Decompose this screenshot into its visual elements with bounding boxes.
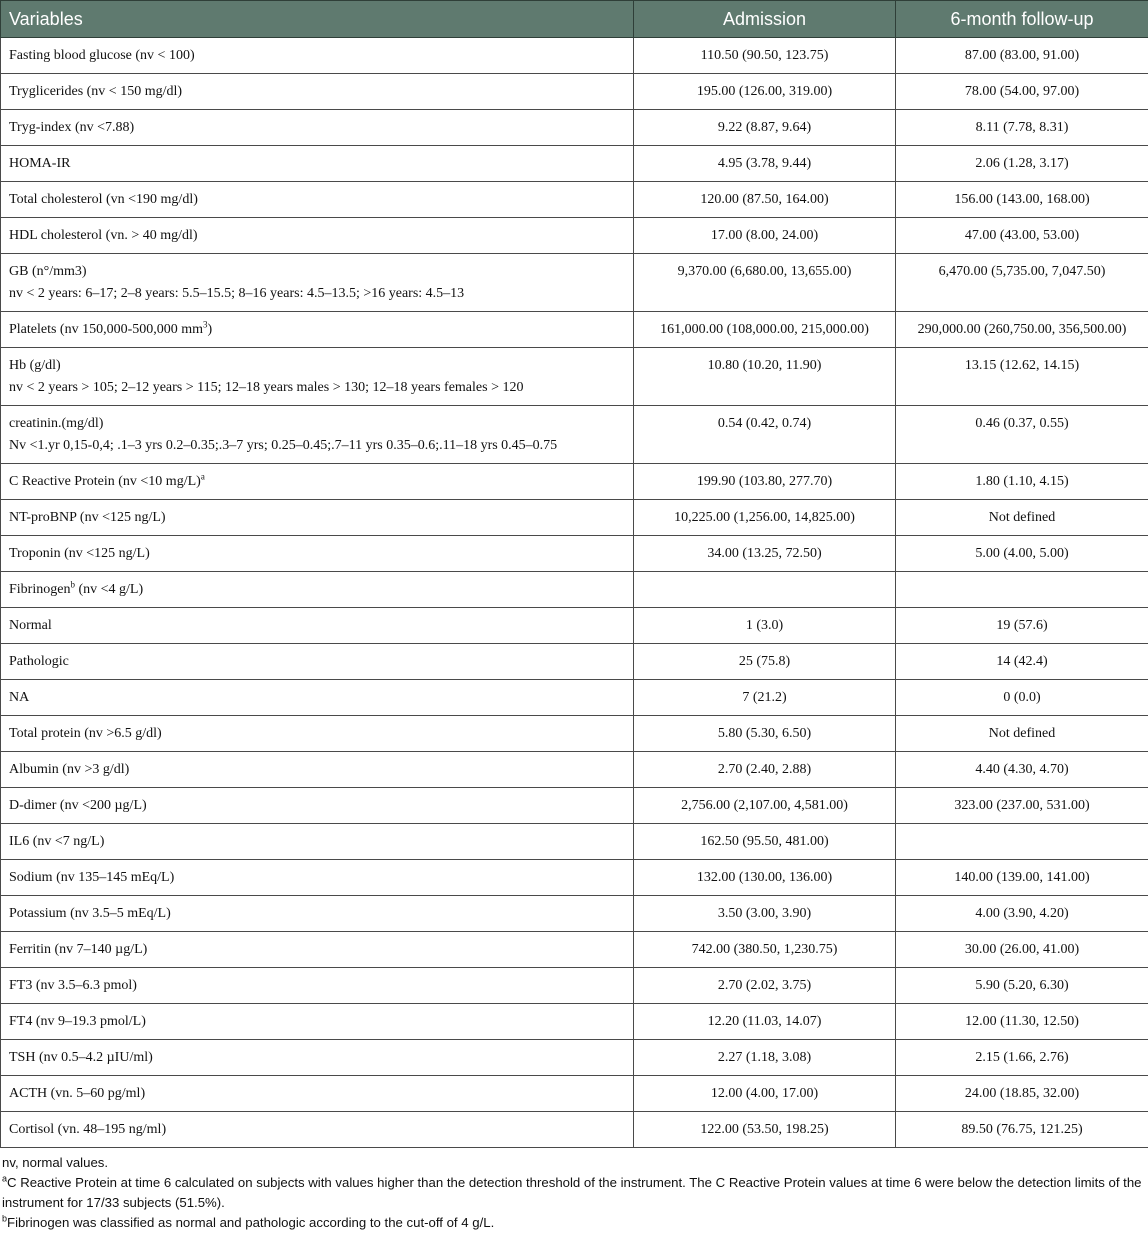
- followup-value: 5.00 (4.00, 5.00): [896, 536, 1148, 572]
- admission-value: 2.70 (2.40, 2.88): [634, 752, 896, 788]
- admission-value: 122.00 (53.50, 198.25): [634, 1112, 896, 1148]
- reference-ranges: nv < 2 years: 6–17; 2–8 years: 5.5–15.5; 8–16 years: 4.5–13.5; >16 years: 4.5–13: [9, 285, 465, 301]
- reference-ranges: nv < 2 years > 105; 2–12 years > 115; 12–18 years males > 130; 12–18 years females > 120: [9, 379, 524, 395]
- row-label: Normal: [1, 608, 634, 644]
- followup-value: 12.00 (11.30, 12.50): [896, 1004, 1148, 1040]
- admission-value: 12.00 (4.00, 17.00): [634, 1076, 896, 1112]
- row-label: NT-proBNP (nv <125 ng/L): [1, 500, 634, 536]
- admission-value: 4.95 (3.78, 9.44): [634, 146, 896, 182]
- table-row: [1, 1004, 1148, 1040]
- table-row: [1, 644, 1148, 680]
- followup-value: 0.46 (0.37, 0.55): [896, 406, 1148, 464]
- admission-value: 132.00 (130.00, 136.00): [634, 860, 896, 896]
- header-variables: Variables: [1, 1, 634, 38]
- table-row: [1, 312, 1148, 348]
- table-row: [1, 896, 1148, 932]
- row-label: HOMA-IR: [1, 146, 634, 182]
- admission-value: 10.80 (10.20, 11.90): [634, 348, 896, 406]
- row-label: FT4 (nv 9–19.3 pmol/L): [1, 1004, 634, 1040]
- admission-value: 34.00 (13.25, 72.50): [634, 536, 896, 572]
- admission-value: 120.00 (87.50, 164.00): [634, 182, 896, 218]
- followup-value: [896, 572, 1148, 608]
- followup-value: 140.00 (139.00, 141.00): [896, 860, 1148, 896]
- row-label: ACTH (vn. 5–60 pg/ml): [1, 1076, 634, 1112]
- table-row: [1, 608, 1148, 644]
- row-label: Tryglicerides (nv < 150 mg/dl): [1, 74, 634, 110]
- table-row: [1, 74, 1148, 110]
- admission-value: 2.70 (2.02, 3.75): [634, 968, 896, 1004]
- table-header-row: [1, 1, 1148, 38]
- followup-value: 4.00 (3.90, 4.20): [896, 896, 1148, 932]
- row-label: Troponin (nv <125 ng/L): [1, 536, 634, 572]
- superscript: 3: [203, 318, 208, 329]
- followup-value: 13.15 (12.62, 14.15): [896, 348, 1148, 406]
- followup-value: 0 (0.0): [896, 680, 1148, 716]
- admission-value: 2,756.00 (2,107.00, 4,581.00): [634, 788, 896, 824]
- admission-value: 199.90 (103.80, 277.70): [634, 464, 896, 500]
- followup-value: 87.00 (83.00, 91.00): [896, 38, 1148, 74]
- admission-value: 10,225.00 (1,256.00, 14,825.00): [634, 500, 896, 536]
- followup-value: 14 (42.4): [896, 644, 1148, 680]
- admission-value: 161,000.00 (108,000.00, 215,000.00): [634, 312, 896, 348]
- followup-value: 1.80 (1.10, 4.15): [896, 464, 1148, 500]
- table-row: [1, 932, 1148, 968]
- row-label: TSH (nv 0.5–4.2 µIU/ml): [1, 1040, 634, 1076]
- row-label: HDL cholesterol (vn. > 40 mg/dl): [1, 218, 634, 254]
- table-row: [1, 860, 1148, 896]
- admission-value: 9.22 (8.87, 9.64): [634, 110, 896, 146]
- admission-value: 162.50 (95.50, 481.00): [634, 824, 896, 860]
- admission-value: 9,370.00 (6,680.00, 13,655.00): [634, 254, 896, 312]
- row-label: IL6 (nv <7 ng/L): [1, 824, 634, 860]
- admission-value: 2.27 (1.18, 3.08): [634, 1040, 896, 1076]
- row-label: Cortisol (vn. 48–195 ng/ml): [1, 1112, 634, 1148]
- admission-value: 12.20 (11.03, 14.07): [634, 1004, 896, 1040]
- table-row: [1, 1112, 1148, 1148]
- header-admission: Admission: [634, 1, 896, 38]
- row-label: Total protein (nv >6.5 g/dl): [1, 716, 634, 752]
- followup-value: 24.00 (18.85, 32.00): [896, 1076, 1148, 1112]
- table-row: [1, 716, 1148, 752]
- row-label: Fasting blood glucose (nv < 100): [1, 38, 634, 74]
- followup-value: 2.06 (1.28, 3.17): [896, 146, 1148, 182]
- row-label: Tryg-index (nv <7.88): [1, 110, 634, 146]
- table-row: [1, 1076, 1148, 1112]
- header-followup: 6-month follow-up: [896, 1, 1148, 38]
- admission-value: [634, 572, 896, 608]
- footnote-marker: b: [2, 1213, 8, 1224]
- followup-value: 290,000.00 (260,750.00, 356,500.00): [896, 312, 1148, 348]
- row-label: Pathologic: [1, 644, 634, 680]
- admission-value: 110.50 (90.50, 123.75): [634, 38, 896, 74]
- admission-value: 7 (21.2): [634, 680, 896, 716]
- admission-value: 195.00 (126.00, 319.00): [634, 74, 896, 110]
- followup-value: 30.00 (26.00, 41.00): [896, 932, 1148, 968]
- table-row: [1, 788, 1148, 824]
- row-label: Ferritin (nv 7–140 µg/L): [1, 932, 634, 968]
- admission-value: 742.00 (380.50, 1,230.75): [634, 932, 896, 968]
- row-label: NA: [1, 680, 634, 716]
- table-row: [1, 348, 1148, 406]
- admission-value: 0.54 (0.42, 0.74): [634, 406, 896, 464]
- admission-value: 1 (3.0): [634, 608, 896, 644]
- table-row: [1, 110, 1148, 146]
- footnote-b: $^b$Fibrinogen was classified as normal and pathologic according to the cut-off of 4 g/L.: [2, 1213, 495, 1230]
- table-row: [1, 824, 1148, 860]
- table-row: [1, 680, 1148, 716]
- table-row: [1, 254, 1148, 312]
- reference-ranges: Nv <1.yr 0,15-0,4; .1–3 yrs 0.2–0.35;.3–7 yrs; 0.25–0.45;.7–11 yrs 0.35–0.6;.11–18 yrs 0.45–0.75: [9, 437, 558, 453]
- table-row: [1, 218, 1148, 254]
- footnote-marker: a: [2, 1173, 8, 1184]
- table-row: [1, 464, 1148, 500]
- footnote-a: $^a$C Reactive Protein at time 6 calculated on subjects with values higher than the detection threshold of the instrument. The C Reactive Protein values at time 6 were below the detection limits of the instrument for 17/33 subjects (51.5%).: [2, 1173, 1142, 1210]
- followup-value: 89.50 (76.75, 121.25): [896, 1112, 1148, 1148]
- table-row: [1, 38, 1148, 74]
- followup-value: 156.00 (143.00, 168.00): [896, 182, 1148, 218]
- table-row: [1, 968, 1148, 1004]
- row-label: D-dimer (nv <200 µg/L): [1, 788, 634, 824]
- followup-value: Not defined: [896, 500, 1148, 536]
- table-row: [1, 146, 1148, 182]
- followup-value: 323.00 (237.00, 531.00): [896, 788, 1148, 824]
- followup-value: Not defined: [896, 716, 1148, 752]
- row-label: GB (n°/mm3) nv < 2 years: 6–17; 2–8 years: 5.5–15.5; 8–16 years: 4.5–13.5; >16 years: 4.5–13: [1, 254, 634, 312]
- followup-value: 6,470.00 (5,735.00, 7,047.50): [896, 254, 1148, 312]
- table-row: [1, 182, 1148, 218]
- row-label: Hb (g/dl) nv < 2 years > 105; 2–12 years > 115; 12–18 years males > 130; 12–18 years females > 120: [1, 348, 634, 406]
- table-row: [1, 1040, 1148, 1076]
- row-label: Potassium (nv 3.5–5 mEq/L): [1, 896, 634, 932]
- table-row: [1, 572, 1148, 608]
- footnote-marker: b: [70, 578, 75, 589]
- row-label: Sodium (nv 135–145 mEq/L): [1, 860, 634, 896]
- table-footnotes: [0, 1153, 1148, 1233]
- admission-value: 25 (75.8): [634, 644, 896, 680]
- followup-value: [896, 824, 1148, 860]
- row-label: Albumin (nv >3 g/dl): [1, 752, 634, 788]
- row-label: creatinin.(mg/dl) Nv <1.yr 0,15-0,4; .1–3 yrs 0.2–0.35;.3–7 yrs; 0.25–0.45;.7–11 yrs 0.35–0.6;.11–18 yrs 0.45–0.75: [1, 406, 634, 464]
- row-label: Fibrinogen$^b$ (nv <4 g/L): [1, 572, 634, 608]
- followup-value: 47.00 (43.00, 53.00): [896, 218, 1148, 254]
- row-label: Total cholesterol (vn <190 mg/dl): [1, 182, 634, 218]
- followup-value: 5.90 (5.20, 6.30): [896, 968, 1148, 1004]
- followup-value: 78.00 (54.00, 97.00): [896, 74, 1148, 110]
- admission-value: 3.50 (3.00, 3.90): [634, 896, 896, 932]
- followup-value: 4.40 (4.30, 4.70): [896, 752, 1148, 788]
- table-row: [1, 752, 1148, 788]
- table-row: [1, 536, 1148, 572]
- row-label: C Reactive Protein (nv <10 mg/L)$^a$: [1, 464, 634, 500]
- admission-value: 17.00 (8.00, 24.00): [634, 218, 896, 254]
- table-row: [1, 500, 1148, 536]
- followup-value: 19 (57.6): [896, 608, 1148, 644]
- table-row: [1, 406, 1148, 464]
- row-label: Platelets (nv 150,000-500,000 $mm^3$): [1, 312, 634, 348]
- footnote-nv: nv, normal values.: [2, 1155, 109, 1170]
- row-label: FT3 (nv 3.5–6.3 pmol): [1, 968, 634, 1004]
- followup-value: 8.11 (7.78, 8.31): [896, 110, 1148, 146]
- footnote-marker: a: [200, 470, 205, 481]
- followup-value: 2.15 (1.66, 2.76): [896, 1040, 1148, 1076]
- admission-value: 5.80 (5.30, 6.50): [634, 716, 896, 752]
